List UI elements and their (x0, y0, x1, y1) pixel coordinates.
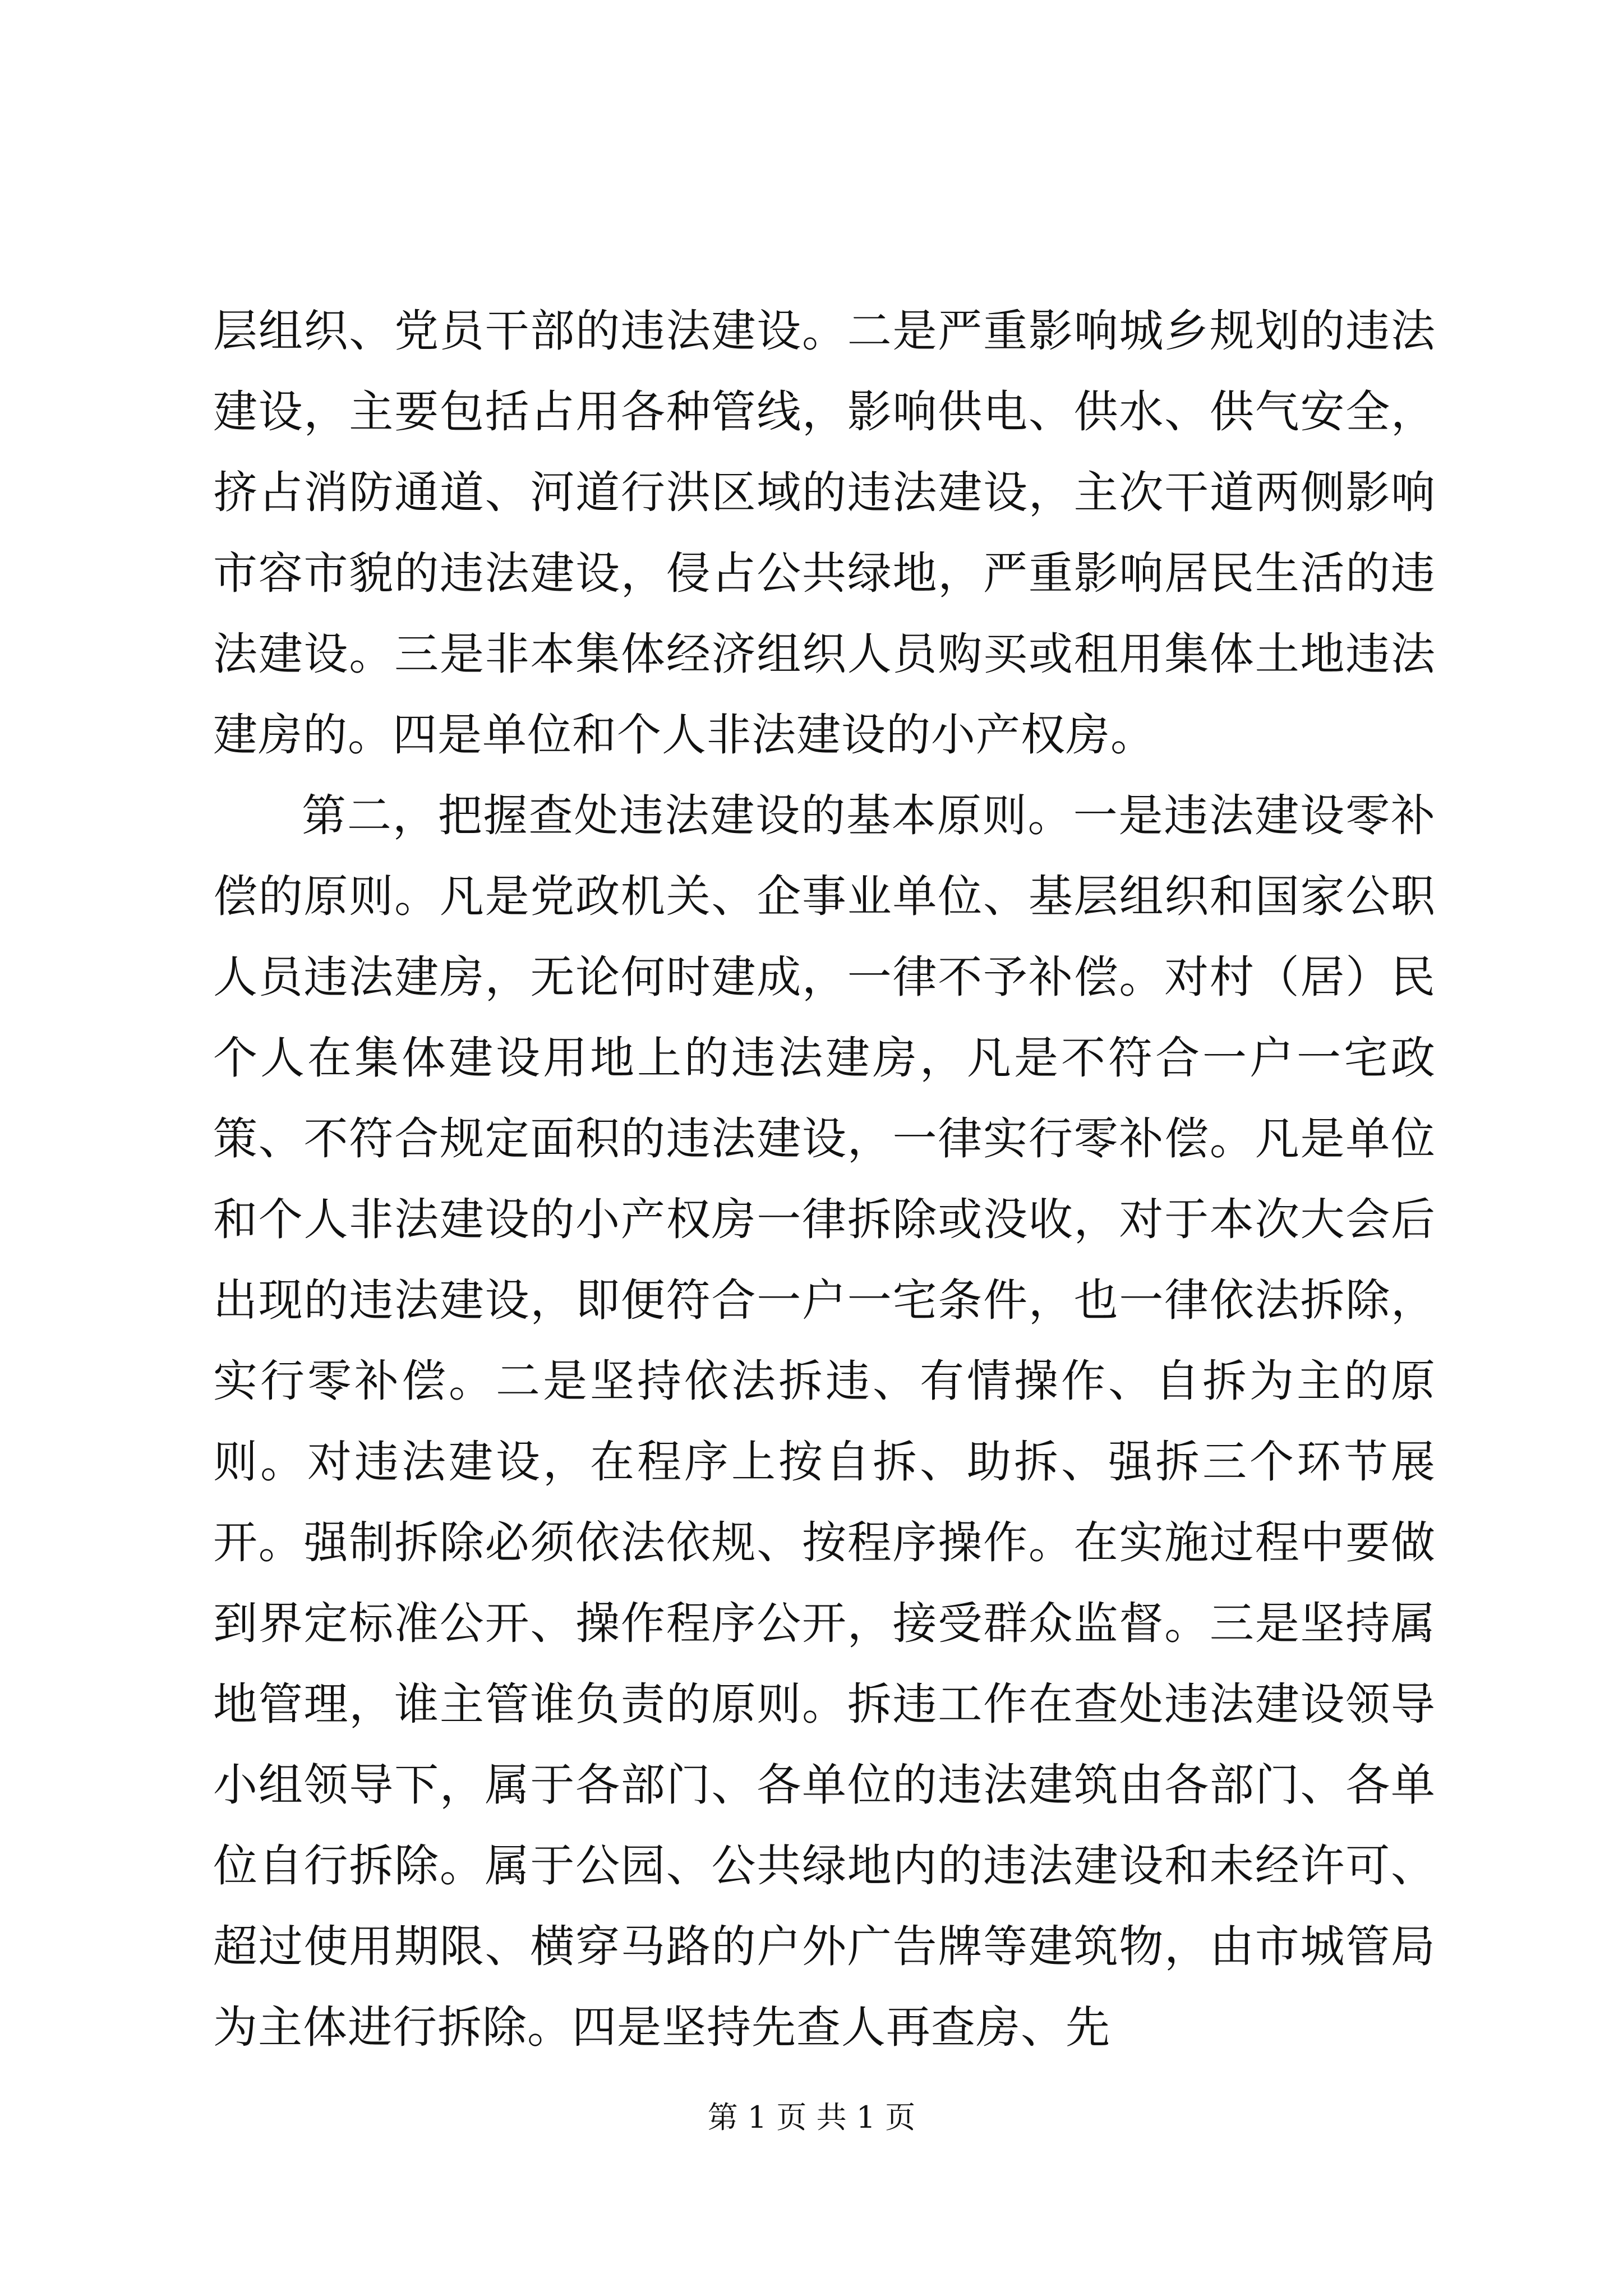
page-number-label: 第 1 页 共 1 页 (707, 2100, 916, 2135)
paragraph-2: 第二，把握查处违法建设的基本原则。一是违法建设零补偿的原则。凡是党政机关、企事业单位、基层组织和国家公职人员违法建房，无论何时建成，一律不予补偿。对村（居）民个人在集体建设用地上的违法建房，凡是不符合一户一宅政策、不符合规定面积的违法建设，一律实行零补偿。凡是单位和个人非法建设的小产权房一律拆除或没收，对于本次大会后出现的违法建设，即便符合一户一宅条件，也一律依法拆除，实行零补偿。二是坚持依法拆违、有情操作、自拆为主的原则。对违法建设，在程序上按自拆、助拆、强拆三个环节展开。强制拆除必须依法依规、按程序操作。在实施过程中要做到界定标准公开、操作程序公开，接受群众监督。三是坚持属地管理，谁主管谁负责的原则。拆违工作在查处违法建设领导小组领导下，属于各部门、各单位的违法建筑由各部门、各单位自行拆除。属于公园、公共绿地内的违法建设和未经许可、超过使用期限、横穿马路的户外广告牌等建筑物，由市城管局为主体进行拆除。四是坚持先查人再查房、先 (213, 790, 1436, 2053)
paragraph-1: 层组织、党员干部的违法建设。二是严重影响城乡规划的违法建设，主要包括占用各种管线，影响供电、供水、供气安全，挤占消防通道、河道行洪区域的违法建设，主次干道两侧影响市容市貌的违法建设，侵占公共绿地，严重影响居民生活的违法建设。三是非本集体经济组织人员购买或租用集体土地违法建房的。四是单位和个人非法建设的小产权房。 (213, 305, 1436, 761)
document-body (213, 291, 1436, 2068)
page-footer (0, 2098, 1623, 2137)
